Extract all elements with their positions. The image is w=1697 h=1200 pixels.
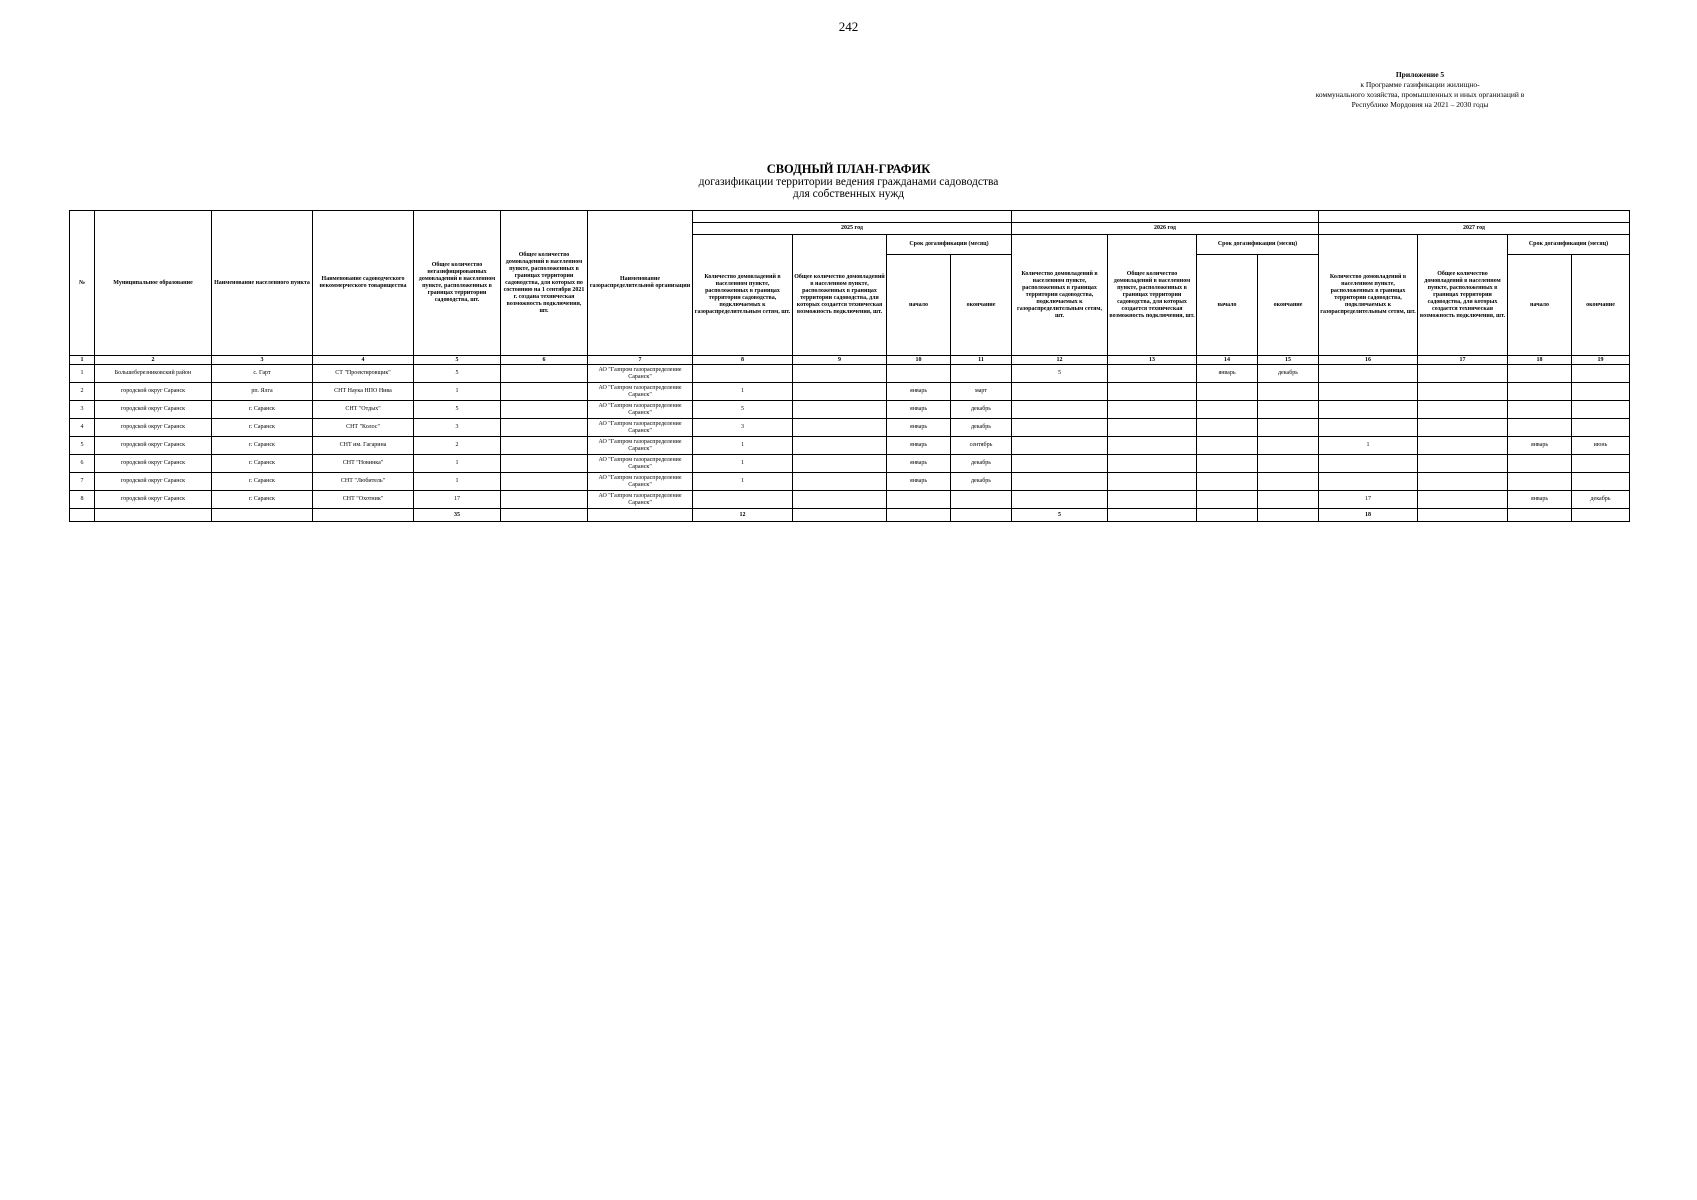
table-cell — [1258, 437, 1319, 455]
table-cell: городской округ Саранск — [95, 401, 212, 419]
table-cell — [501, 365, 588, 383]
table-cell — [1012, 401, 1108, 419]
table-cell: рп. Ялга — [212, 383, 313, 401]
table-cell: 17 — [414, 491, 501, 509]
gas-org-cell: АО "Газпром газораспределение Саранск" — [588, 383, 693, 401]
column-number: 5 — [414, 356, 501, 365]
header-count-tech: Общее количество домовладений в населенном пункте, расположенных в границах территории садоводства, для которых создается техническая возможность подключения, шт. — [793, 235, 887, 356]
table-cell: СНТ "Отдых" — [313, 401, 414, 419]
table-cell: июнь — [1572, 437, 1630, 455]
table-row — [70, 365, 1630, 383]
table-cell — [501, 473, 588, 491]
table-cell: январь — [1197, 365, 1258, 383]
table-cell: городской округ Саранск — [95, 491, 212, 509]
table-cell — [1108, 455, 1197, 473]
table-cell: СНТ "Новинка" — [313, 455, 414, 473]
header-count-tech: Общее количество домовладений в населенном пункте, расположенных в границах территории садоводства, для которых создается техническая возможность подключения, шт. — [1418, 235, 1508, 356]
column-number: 2 — [95, 356, 212, 365]
table-cell: 1 — [70, 365, 95, 383]
table-cell: 17 — [1319, 491, 1418, 509]
header-no: № — [70, 211, 95, 356]
table-cell — [793, 383, 887, 401]
table-cell — [1319, 473, 1418, 491]
table-cell — [1258, 455, 1319, 473]
table-cell — [1508, 365, 1572, 383]
table-cell — [1319, 401, 1418, 419]
table-cell: январь — [887, 437, 951, 455]
table-cell — [1258, 491, 1319, 509]
total-cell: 12 — [693, 509, 793, 522]
table-cell: 5 — [70, 437, 95, 455]
table-cell — [1508, 455, 1572, 473]
column-number: 4 — [313, 356, 414, 365]
table-cell — [1258, 473, 1319, 491]
table-cell — [1418, 365, 1508, 383]
table-body — [70, 365, 1630, 509]
table-cell — [1108, 419, 1197, 437]
table-cell — [1572, 365, 1630, 383]
header-total-with-tech: Общее количество домовладений в населенном пункте, расположенных в границах территории садоводства, для которых по состоянию на 1 сентября 2021 г. создана техническая возможность подключения, шт. — [501, 211, 588, 356]
table-cell: городской округ Саранск — [95, 455, 212, 473]
table-cell: 1 — [693, 473, 793, 491]
column-number: 13 — [1108, 356, 1197, 365]
table-cell — [1418, 509, 1508, 522]
table-cell — [1108, 365, 1197, 383]
column-number: 9 — [793, 356, 887, 365]
table-cell — [693, 491, 793, 509]
header-blank — [1012, 211, 1319, 223]
table-cell: 5 — [414, 365, 501, 383]
title-subtitle: для собственных нужд — [792, 188, 905, 200]
header-year-2026: 2026 год — [1012, 223, 1319, 235]
gas-org-cell: АО "Газпром газораспределение Саранск" — [588, 491, 693, 509]
table-cell — [1572, 455, 1630, 473]
table-row — [70, 455, 1630, 473]
table-cell: 1 — [414, 473, 501, 491]
gas-org-cell: АО "Газпром газораспределение Саранск" — [588, 455, 693, 473]
table-cell: г. Саранск — [212, 437, 313, 455]
header-count-tech: Общее количество домовладений в населенном пункте, расположенных в границах территории садоводства, для которых создается техническая возможность подключения, шт. — [1108, 235, 1197, 356]
table-cell: СНТ Наука НПО Нива — [313, 383, 414, 401]
header-blank — [1319, 211, 1630, 223]
header-count-connected: Количество домовладений в населенном пункте, расположенных в границах территории садоводства, подключаемых к газораспределительным сетям, шт. — [1319, 235, 1418, 356]
table-cell: декабрь — [1258, 365, 1319, 383]
table-cell: СНТ "Любитель" — [313, 473, 414, 491]
table-cell — [1319, 419, 1418, 437]
table-cell — [1508, 473, 1572, 491]
table-cell: г. Саранск — [212, 419, 313, 437]
table-cell — [1418, 437, 1508, 455]
table-cell — [1319, 455, 1418, 473]
header-end: окончание — [951, 255, 1012, 356]
table-cell — [1572, 509, 1630, 522]
table-cell: 1 — [414, 383, 501, 401]
table-cell — [501, 401, 588, 419]
table-row — [70, 383, 1630, 401]
table-cell — [1197, 509, 1258, 522]
header-partnership: Наименование садоводческого некоммерческого товарищества — [313, 211, 414, 356]
table-cell — [1197, 455, 1258, 473]
header-end: окончание — [1258, 255, 1319, 356]
total-cell: 18 — [1319, 509, 1418, 522]
table-cell: СНТ "Колос" — [313, 419, 414, 437]
table-cell — [951, 365, 1012, 383]
header-settlement: Наименование населенного пункта — [212, 211, 313, 356]
table-cell: СТ "Проектировщик" — [313, 365, 414, 383]
table-cell — [1418, 383, 1508, 401]
table-cell — [1197, 419, 1258, 437]
table-cell: г. Саранск — [212, 473, 313, 491]
table-cell — [793, 401, 887, 419]
column-number: 7 — [588, 356, 693, 365]
table-cell: 4 — [70, 419, 95, 437]
table-cell: 3 — [70, 401, 95, 419]
table-cell: городской округ Саранск — [95, 419, 212, 437]
table-cell: СНТ "Охотник" — [313, 491, 414, 509]
table-cell: 3 — [693, 419, 793, 437]
table-cell — [793, 455, 887, 473]
table-cell — [1418, 491, 1508, 509]
column-number: 1 — [70, 356, 95, 365]
header-start: начало — [1197, 255, 1258, 356]
table-cell: городской округ Саранск — [95, 473, 212, 491]
table-cell — [501, 455, 588, 473]
title-main: СВОДНЫЙ ПЛАН-ГРАФИК — [766, 162, 931, 176]
table-cell: январь — [1508, 437, 1572, 455]
table-cell: 1 — [693, 383, 793, 401]
table-cell — [1258, 401, 1319, 419]
table-cell — [1418, 401, 1508, 419]
table-cell: г. Саранск — [212, 455, 313, 473]
header-year-2027: 2027 год — [1319, 223, 1630, 235]
column-number: 15 — [1258, 356, 1319, 365]
appendix-line: к Программе газификации жилищно- — [1360, 80, 1480, 89]
table-cell: 1 — [1319, 437, 1418, 455]
title-subtitle: догазификации территории ведения гражданами садоводства — [698, 176, 999, 188]
column-number: 11 — [951, 356, 1012, 365]
header-term: Срок догазификации (месяц) — [1508, 235, 1630, 255]
table-cell — [1572, 419, 1630, 437]
header-start: начало — [1508, 255, 1572, 356]
appendix-line: Республике Мордовия на 2021 – 2030 годы — [1351, 100, 1489, 109]
table-cell — [1197, 437, 1258, 455]
gas-org-cell: АО "Газпром газораспределение Саранск" — [588, 365, 693, 383]
table-cell — [1012, 491, 1108, 509]
header-count-connected: Количество домовладений в населенном пункте, расположенных в границах территории садоводства, подключаемых к газораспределительным сетям, шт. — [1012, 235, 1108, 356]
table-cell — [951, 491, 1012, 509]
table-cell — [1197, 383, 1258, 401]
table-cell: 3 — [414, 419, 501, 437]
table-cell — [501, 491, 588, 509]
table-cell: январь — [887, 473, 951, 491]
table-cell — [693, 365, 793, 383]
table-cell — [1012, 383, 1108, 401]
table-cell — [1508, 509, 1572, 522]
table-row — [70, 473, 1630, 491]
table-cell — [1012, 473, 1108, 491]
column-number: 14 — [1197, 356, 1258, 365]
table-cell — [1572, 401, 1630, 419]
table-row — [70, 437, 1630, 455]
table-cell — [1572, 383, 1630, 401]
table-cell — [1012, 419, 1108, 437]
column-number: 10 — [887, 356, 951, 365]
table-cell — [501, 437, 588, 455]
appendix-line: коммунального хозяйства, промышленных и иных организаций в — [1315, 90, 1525, 99]
appendix-note — [1230, 70, 1610, 110]
table-cell — [1319, 365, 1418, 383]
table-cell — [1418, 455, 1508, 473]
gas-org-cell: АО "Газпром газораспределение Саранск" — [588, 419, 693, 437]
table-cell: с. Гарт — [212, 365, 313, 383]
table-cell — [313, 509, 414, 522]
table-cell — [887, 509, 951, 522]
table-cell: 1 — [693, 437, 793, 455]
table-cell: декабрь — [1572, 491, 1630, 509]
table-cell: Большеберезниковский район — [95, 365, 212, 383]
table-cell — [1108, 491, 1197, 509]
column-number: 19 — [1572, 356, 1630, 365]
table-cell — [1012, 455, 1108, 473]
table-row — [70, 491, 1630, 509]
table-cell — [1108, 509, 1197, 522]
column-number: 16 — [1319, 356, 1418, 365]
table-cell — [887, 491, 951, 509]
table-cell — [951, 509, 1012, 522]
table-cell — [1319, 383, 1418, 401]
table-cell: 7 — [70, 473, 95, 491]
table-cell: декабрь — [951, 473, 1012, 491]
appendix-label: Приложение 5 — [1395, 70, 1445, 79]
table-cell — [70, 509, 95, 522]
table-cell: 2 — [70, 383, 95, 401]
table-cell: 5 — [414, 401, 501, 419]
total-cell: 5 — [1012, 509, 1108, 522]
document-title — [0, 163, 1697, 200]
table-cell — [95, 509, 212, 522]
column-number-row — [70, 356, 1630, 365]
table-cell: январь — [887, 419, 951, 437]
table-cell — [1508, 401, 1572, 419]
header-municipality: Муниципальное образование — [95, 211, 212, 356]
table-cell — [1258, 383, 1319, 401]
header-term: Срок догазификации (месяц) — [1197, 235, 1319, 255]
table-cell — [1418, 473, 1508, 491]
table-cell: 8 — [70, 491, 95, 509]
table-cell: г. Саранск — [212, 401, 313, 419]
table-cell — [1108, 401, 1197, 419]
header-term: Срок догазификации (месяц) — [887, 235, 1012, 255]
table-cell: январь — [887, 455, 951, 473]
column-number: 6 — [501, 356, 588, 365]
table-cell — [1012, 437, 1108, 455]
header-count-connected: Количество домовладений в населенном пункте, расположенных в границах территории садоводства, подключаемых к газораспределительным сетям, шт. — [693, 235, 793, 356]
table-cell: март — [951, 383, 1012, 401]
table-cell: 6 — [70, 455, 95, 473]
table-cell — [793, 437, 887, 455]
column-number: 17 — [1418, 356, 1508, 365]
table-cell — [793, 365, 887, 383]
table-cell: декабрь — [951, 455, 1012, 473]
table-cell — [1197, 401, 1258, 419]
table-cell — [501, 419, 588, 437]
table-cell — [1197, 491, 1258, 509]
column-number: 8 — [693, 356, 793, 365]
column-number: 12 — [1012, 356, 1108, 365]
gas-org-cell: АО "Газпром газораспределение Саранск" — [588, 401, 693, 419]
header-end: окончание — [1572, 255, 1630, 356]
total-row — [70, 509, 1630, 522]
table-cell — [1258, 419, 1319, 437]
header-year-2025: 2025 год — [693, 223, 1012, 235]
header-start: начало — [887, 255, 951, 356]
header-blank — [693, 211, 1012, 223]
header-total-ungasified: Общее количество негазифицированных домовладений в населенном пункте, расположенных в границах территории садоводства, шт. — [414, 211, 501, 356]
table-cell: январь — [887, 383, 951, 401]
table-cell — [1508, 419, 1572, 437]
table-cell: г. Саранск — [212, 491, 313, 509]
table-cell — [1508, 383, 1572, 401]
table-cell — [1197, 473, 1258, 491]
plan-table — [69, 210, 1630, 522]
column-number: 18 — [1508, 356, 1572, 365]
page-number: 242 — [838, 19, 859, 34]
table-cell — [588, 509, 693, 522]
table-cell: 2 — [414, 437, 501, 455]
table-cell — [501, 383, 588, 401]
table-cell: СНТ им. Гагарина — [313, 437, 414, 455]
table-cell — [1108, 383, 1197, 401]
gas-org-cell: АО "Газпром газораспределение Саранск" — [588, 473, 693, 491]
table-cell — [501, 509, 588, 522]
table-cell: 1 — [693, 455, 793, 473]
table-cell: январь — [1508, 491, 1572, 509]
table-cell — [793, 491, 887, 509]
table-cell: 5 — [693, 401, 793, 419]
table-cell — [793, 509, 887, 522]
table-cell — [887, 365, 951, 383]
table-cell: городской округ Саранск — [95, 383, 212, 401]
table-cell: декабрь — [951, 419, 1012, 437]
table-cell — [1418, 419, 1508, 437]
table-cell: январь — [887, 401, 951, 419]
table-cell — [1108, 437, 1197, 455]
table-cell: 5 — [1012, 365, 1108, 383]
table-cell — [793, 419, 887, 437]
table-cell — [212, 509, 313, 522]
gas-org-cell: АО "Газпром газораспределение Саранск" — [588, 437, 693, 455]
table-cell: 1 — [414, 455, 501, 473]
header-gas-org: Наименование газораспределительной организации — [588, 211, 693, 356]
table-row — [70, 419, 1630, 437]
table-cell — [1572, 473, 1630, 491]
table-cell — [1108, 473, 1197, 491]
table-cell: городской округ Саранск — [95, 437, 212, 455]
table-cell: декабрь — [951, 401, 1012, 419]
total-cell: 35 — [414, 509, 501, 522]
column-number: 3 — [212, 356, 313, 365]
table-cell: сентябрь — [951, 437, 1012, 455]
table-row — [70, 401, 1630, 419]
table-cell — [793, 473, 887, 491]
table-cell — [1258, 509, 1319, 522]
